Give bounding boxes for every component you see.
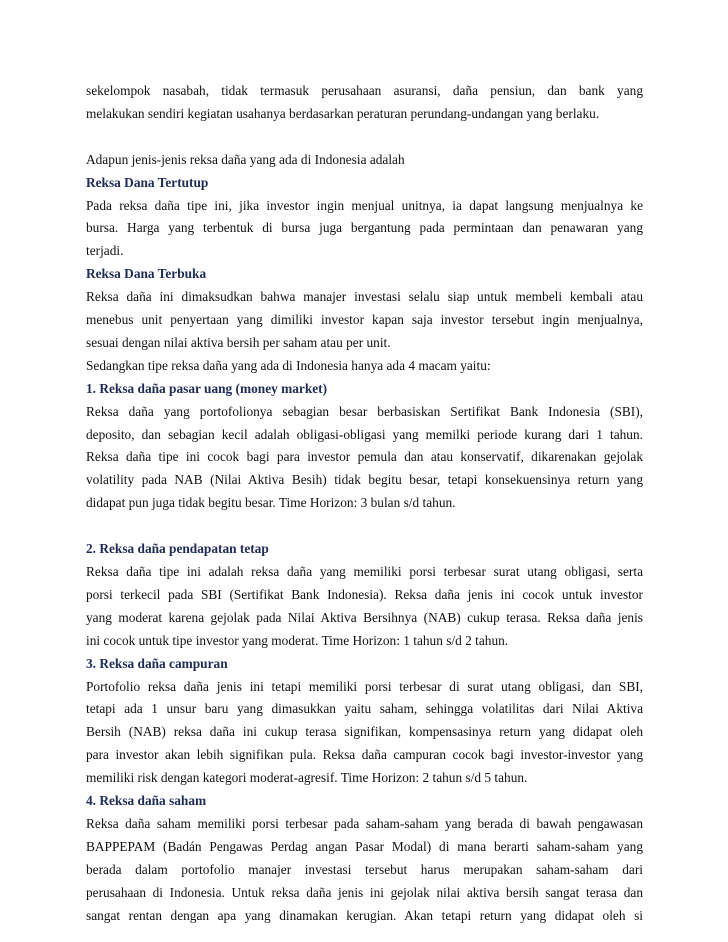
body-line: Reksa daña ini dimaksudkan bahwa manajer investasi selalu siap untuk membeli kembali atau: [86, 289, 643, 305]
paragraph-spacer: [86, 126, 643, 149]
body-line: berada dalam portofolio manajer investasi tersebut harus merupakan saham-saham dari: [86, 861, 643, 877]
types-intro-line: Sedangkan tipe reksa daña yang ada di Indonesia hanya ada 4 macam yaitu:: [86, 357, 491, 373]
body-line: ini cocok untuk tipe investor yang moderat. Time Horizon: 1 tahun s/d 2 tahun.: [86, 632, 509, 648]
body-line: para investor akan lebih signifikan pula. Reksa daña campuran cocok bagi investor-investor yang: [86, 747, 643, 763]
heading-saham: 4. Reksa daña saham: [86, 793, 207, 809]
body-line: Reksa daña tipe ini adalah reksa daña yang memiliki porsi terbesar surat utang obligasi, serta: [86, 564, 643, 579]
body-line: sekelompok nasabah, tidak termasuk perusahaan asuransi, daña pensiun, dan bank yang: [86, 83, 643, 98]
heading-reksa-dana-terbuka: Reksa Dana Terbuka: [86, 266, 207, 282]
document-body: [86, 80, 643, 928]
heading-pendapatan-tetap: 2. Reksa daña pendapatan tetap: [86, 541, 269, 557]
body-line: perusahaan di Indonesia. Untuk reksa daña jenis ini gejolak nilai aktiva bersih sangat terasa dan: [86, 884, 643, 900]
body-line: volatility pada NAB (Nilai Aktiva Besih) tidak begitu besar, tetapi konsekuensinya return yang: [86, 472, 643, 488]
body-line: bursa. Harga yang terbentuk di bursa juga bergantung pada permintaan dan penawaran yang: [86, 220, 643, 236]
body-line: BAPPEPAM (Badán Pengawas Perdag angan Pasar Modal) di mana berarti saham-saham yang: [86, 838, 643, 854]
body-line: sangat rentan dengan apa yang dinamakan kerugian. Akan tetapi return yang didapat oleh si: [86, 907, 643, 923]
body-line: menebus unit penyertaan yang dimiliki investor kapan saja investor tersebut ingin menjualnya,: [86, 312, 643, 328]
body-line: melakukan sendiri kegiatan usahanya berdasarkan peraturan perundang-undangan yang berlaku.: [86, 105, 600, 121]
heading-reksa-dana-tertutup: Reksa Dana Tertutup: [86, 174, 209, 190]
body-line: terjadi.: [86, 243, 124, 259]
body-line: memiliki risk dengan kategori moderat-agresif. Time Horizon: 2 tahun s/d 5 tahun.: [86, 770, 528, 786]
body-line: deposito, dan sebagian kecil adalah obligasi-obligasi yang memilki periode kurang dari 1 tahun.: [86, 426, 643, 442]
body-line: Reksa daña saham memiliki porsi terbesar pada saham-saham yang berada di bawah pengawasan: [86, 815, 643, 831]
paragraph-spacer: [86, 515, 643, 538]
heading-campuran: 3. Reksa daña campuran: [86, 655, 228, 671]
body-line: Pada reksa daña tipe ini, jika investor ingin menjual unitnya, ia dapat langsung menjualnya ke: [86, 197, 643, 213]
document-page: [86, 80, 643, 928]
body-line: sesuai dengan nilai aktiva bersih per saham atau per unit.: [86, 334, 391, 350]
body-line: didapat pun juga tidak begitu besar. Time Horizon: 3 bulan s/d tahun.: [86, 495, 456, 511]
body-line: Bersih (NAB) reksa daña ini cukup terasa signifikan, kompensasinya return yang didapat oleh: [86, 724, 643, 740]
body-line: Reksa daña yang portofolionya sebagian besar berbasiskan Sertifikat Bank Indonesia (SBI),: [86, 403, 643, 419]
body-line: porsi terkecil pada SBI (Sertifikat Bank Indonesia). Reksa daña jenis ini cocok untuk investor: [86, 586, 643, 602]
body-line: yang moderat karena gejolak pada Nilai Aktiva Bersihnya (NAB) cukup terasa. Reksa daña jenis: [86, 609, 643, 625]
body-line: Reksa daña tipe ini cocok bagi para investor pemula dan atau konservatif, dikarenakan gejolak: [86, 449, 643, 465]
heading-pasar-uang: 1. Reksa daña pasar uang (money market): [86, 380, 328, 396]
body-line: tetapi ada 1 unsur baru yang dimasukkan yaitu saham, sehingga volatilitas dari Nilai Aktiva: [86, 701, 643, 717]
body-line: Portofolio reksa daña jenis ini tetapi memiliki porsi terbesar di surat utang obligasi, dan SBI,: [86, 678, 643, 694]
intro-line: Adapun jenis-jenis reksa daña yang ada di Indonesia adalah: [86, 151, 405, 167]
